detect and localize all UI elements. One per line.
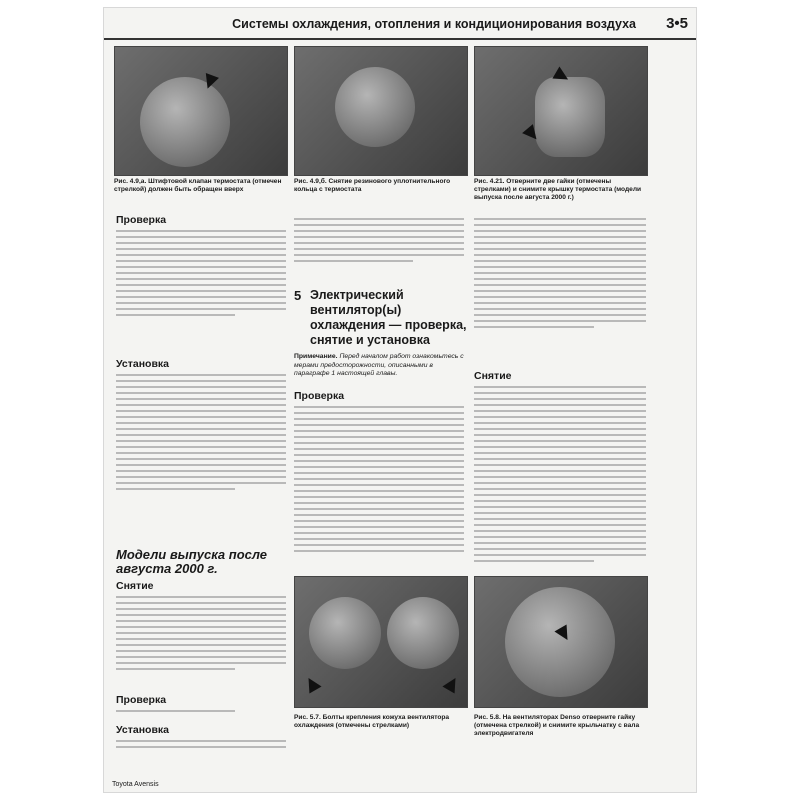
header-rule	[104, 38, 696, 40]
note-text: Перед началом работ ознакомьтесь с мерами предосторожности, описанными в параграфе 1 настоящей главы.	[294, 353, 464, 377]
caption-fig-5-8: Рис. 5.8. На вентиляторах Denso отверните гайку (отмечена стрелкой) и снимите крыльчатку с вала электродвигателя	[474, 714, 640, 737]
caption-fig-4-9a: Рис. 4.9,а. Штифтовой клапан термостата (отмечен стрелкой) должен быть обращен вверх	[114, 178, 282, 193]
photo-fan-shroud	[294, 576, 468, 708]
page-header	[104, 14, 696, 38]
text-left-check	[116, 230, 286, 320]
heading-check-3: Проверка	[294, 390, 345, 402]
caption-fig-5-7: Рис. 5.7. Болты крепления кожуха вентилятора охлаждения (отмечены стрелками)	[294, 714, 450, 729]
section-note	[294, 353, 464, 379]
heading-check-1: Проверка	[116, 214, 167, 226]
manual-page	[104, 8, 696, 792]
section-title: Электрический вентилятор(ы) охлаждения — проверка, снятие и установка	[310, 288, 467, 347]
section-5-heading	[294, 288, 466, 350]
header-title: Системы охлаждения, отопления и кондиционирования воздуха	[232, 17, 636, 31]
heading-removal-2: Снятие	[474, 370, 512, 382]
text-middle-check	[294, 406, 464, 556]
text-right-removal	[474, 386, 646, 566]
text-left-check-2	[116, 710, 286, 716]
text-left-removal	[116, 596, 286, 674]
photo-thermostat-valve	[114, 46, 288, 176]
caption-fig-4-21: Рис. 4.21. Отверните две гайки (отмечены стрелками) и снимите крышку термостата (модели выпуска после августа 2000 г.)	[474, 178, 642, 201]
photo-thermostat-ring	[294, 46, 468, 176]
photo-thermostat-cover	[474, 46, 648, 176]
text-left-install-2	[116, 740, 286, 752]
photo-fan-nut	[474, 576, 648, 708]
heading-removal-1: Снятие	[116, 580, 154, 592]
heading-models: Модели выпуска после августа 2000 г.	[116, 547, 268, 576]
note-label: Примечание.	[294, 353, 338, 360]
page-number: 3•5	[666, 15, 688, 32]
text-right-top	[474, 218, 646, 332]
text-left-install	[116, 374, 286, 494]
caption-fig-4-9b: Рис. 4.9,б. Снятие резинового уплотнительного кольца с термостата	[294, 178, 451, 193]
text-middle-top	[294, 218, 464, 266]
heading-install-2: Установка	[116, 724, 169, 736]
heading-check-2: Проверка	[116, 694, 167, 706]
heading-install-1: Установка	[116, 358, 169, 370]
footer-model: Toyota Avensis	[112, 781, 159, 788]
section-number: 5	[294, 288, 302, 303]
